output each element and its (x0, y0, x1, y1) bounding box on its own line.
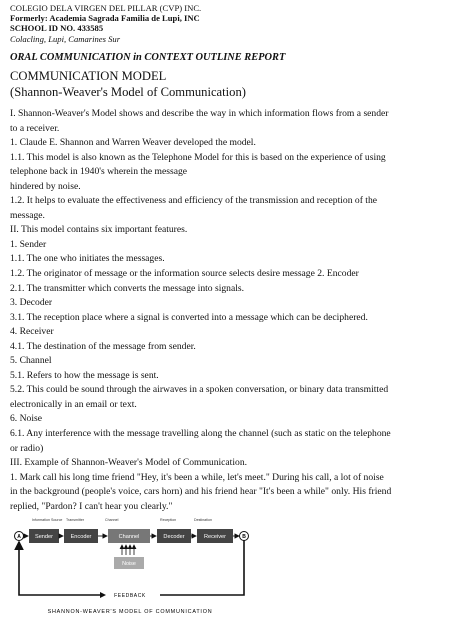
school-id: SCHOOL ID NO. 433585 (10, 23, 104, 34)
box-receiver (197, 529, 233, 543)
school-formerly: Formerly: Academia Sagrada Familia de Lupi, INC (10, 13, 200, 24)
body-line: 3.1. The reception place where a signal is converted into a message which can be deciphered. (10, 311, 368, 323)
body-line: 1.1. This model is also known as the Telephone Model for this is based on the experience of using (10, 151, 386, 163)
diagram-caption: SHANNON-WEAVER'S MODEL OF COMMUNICATION (47, 609, 213, 615)
model-title: COMMUNICATION MODEL (10, 69, 167, 83)
body-line: 6.1. Any interference with the message travelling along the channel (such as static on the telephone (10, 428, 391, 440)
body-line: electronically in an email or text. (10, 398, 137, 410)
school-header (10, 3, 201, 44)
body-line: telephone back in 1940's wherein the message (10, 166, 188, 178)
end-node (240, 532, 249, 541)
box-noise-label: Noise (122, 561, 136, 567)
box-encoder-label: Encoder (70, 534, 92, 540)
body-line: to a receiver. (10, 122, 60, 134)
school-name: COLEGIO DELA VIRGEN DEL PILLAR (CVP) INC. (10, 3, 202, 13)
body-line: 4.1. The destination of the message from sender. (10, 340, 196, 352)
body-line: III. Example of Shannon-Weaver's Model of Communication. (10, 457, 248, 469)
shannon-weaver-diagram (10, 515, 250, 632)
body-line: 1.2. The originator of message or the information source selects desire message 2. Encoder (10, 268, 359, 280)
body-line: message. (10, 209, 45, 221)
box-sender-label: Sender (34, 534, 54, 540)
body-line: 5.1. Refers to how the message is sent. (10, 369, 159, 381)
label-information-source: Information Source (32, 518, 63, 522)
model-subtitle: (Shannon-Weaver's Model of Communication) (10, 85, 246, 99)
label-destination: Destination (194, 518, 212, 522)
body-line: 1. Sender (10, 238, 47, 250)
feedback-label: FEEDBACK (114, 593, 146, 599)
body-line: or radio) (10, 442, 44, 454)
box-sender (29, 529, 59, 543)
report-title: ORAL COMMUNICATION in CONTEXT OUTLINE REPORT (10, 52, 286, 63)
body-line: 5.2. This could be sound through the airwaves in a spoken conversation, or binary data transmitted (10, 384, 389, 396)
box-decoder (157, 529, 191, 543)
box-channel (108, 529, 150, 543)
body-line: 6. Noise (10, 413, 42, 425)
box-noise (114, 557, 144, 569)
body-line: 2.1. The transmitter which converts the message into signals. (10, 282, 245, 294)
label-reception: Reception (160, 518, 177, 522)
svg-text:A: A (17, 533, 21, 540)
body-line: hindered by noise. (10, 180, 81, 192)
svg-text:B: B (242, 533, 246, 540)
feedback-loop (19, 541, 244, 599)
body-line: 1.1. The one who initiates the messages. (10, 253, 165, 265)
body-line: 1. Mark call his long time friend "Hey, it's been a while, let's meet." During his call, a lot of noise (10, 471, 384, 483)
body-line: 3. Decoder (10, 297, 53, 309)
school-location: Colacling, Lupi, Camarines Sur (10, 33, 121, 44)
body-line: 1. Claude E. Shannon and Warren Weaver developed the model. (10, 137, 256, 149)
box-receiver-label: Receiver (203, 534, 227, 540)
box-decoder-label: Decoder (163, 534, 185, 540)
box-encoder (64, 529, 98, 543)
body-line: II. This model contains six important features. (10, 224, 188, 236)
start-node (15, 532, 24, 541)
box-channel-label: Channel (118, 534, 140, 540)
noise-arrows (122, 545, 134, 555)
body-line: replied, "Pardon? I can't hear you clearly." (10, 500, 173, 512)
label-transmitter: Transmitter (66, 518, 85, 522)
body-line: 5. Channel (10, 355, 52, 367)
body-line: in the background (people's voice, cars horn) and his friend hear "It's been a while" only. His friend (10, 486, 392, 498)
body-line: I. Shannon-Weaver's Model shows and describe the way in which information flows from a sender (10, 108, 389, 119)
body-line: 1.2. It helps to evaluate the effectiveness and efficiency of the transmission and reception of the (10, 195, 378, 207)
model-heading (10, 68, 246, 100)
report-body (10, 107, 468, 514)
label-channel: Channel (105, 518, 119, 522)
body-line: 4. Receiver (10, 326, 54, 338)
